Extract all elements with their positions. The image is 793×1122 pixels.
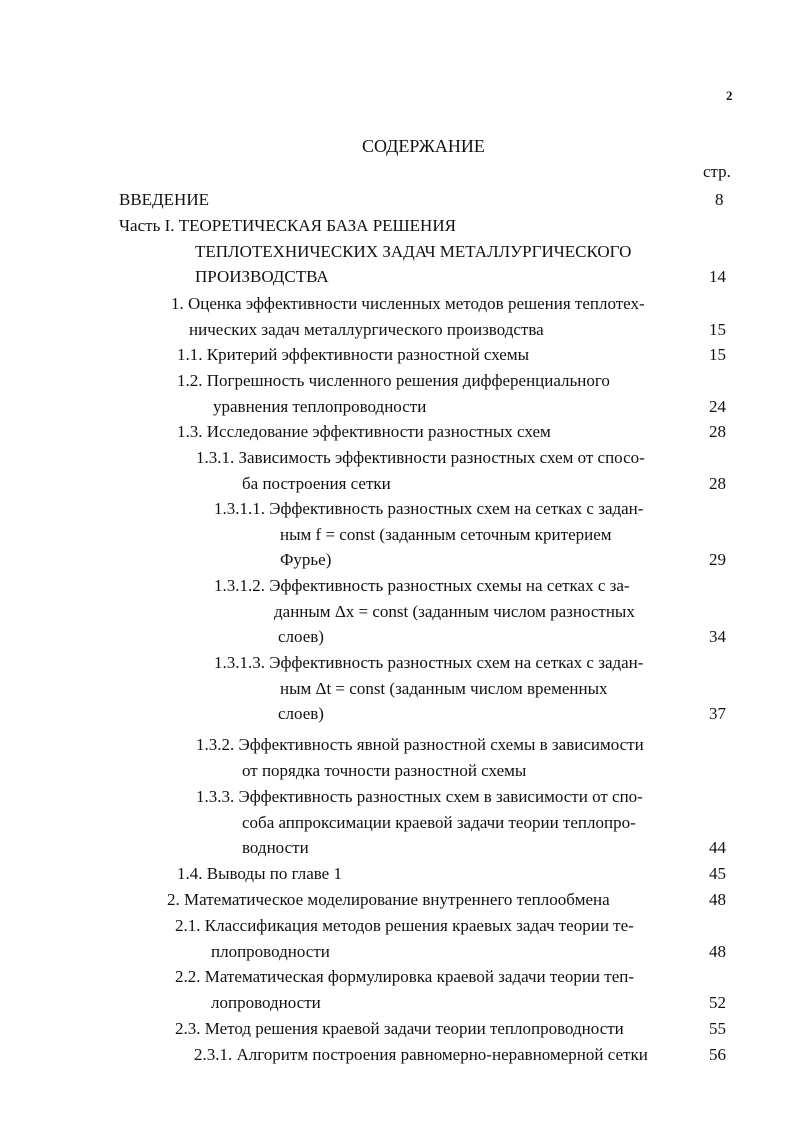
toc-entry-1-3-1[interactable] [196,445,756,496]
toc-entry-chapter-1[interactable] [171,291,761,342]
toc-entry-text: ным Δt = const (заданным числом временных [280,678,608,698]
toc-entry-text: 2.1. Классификация методов решения краевых задач теории те- [175,916,634,935]
toc-entry-chapter-2[interactable] [167,887,757,913]
toc-entry-2-1[interactable] [175,913,755,964]
toc-entry-1-3-1-2[interactable] [214,573,759,650]
toc-page-number: 34 [709,627,726,646]
toc-page-number: 44 [709,838,726,857]
toc-entry-text: 1.3.1.2. Эффективность разностных схемы на сетках с за- [214,576,630,595]
toc-page-number: 29 [709,550,726,569]
toc-entry-1-3[interactable] [177,419,757,445]
toc-entry-text: нических задач металлургического производства [189,319,544,339]
toc-page-number: 14 [709,267,726,286]
toc-entry-text: лопроводности [211,992,321,1012]
toc-entry-introduction[interactable] [119,187,759,213]
toc-entry-text: водности [242,838,309,858]
toc-entry-1-2[interactable] [177,368,757,419]
toc-entry-text: ТЕПЛОТЕХНИЧЕСКИХ ЗАДАЧ МЕТАЛЛУРГИЧЕСКОГО [195,241,632,261]
toc-entry-text: 1.3.1.1. Эффективность разностных схем на сетках с задан- [214,499,644,518]
toc-entry-text: данным Δx = const (заданным числом разностных [274,601,635,621]
toc-entry-text: от порядка точности разностной схемы [242,760,527,780]
page-column-header: стр. [703,162,731,181]
toc-entry-1-3-3[interactable] [196,784,756,861]
toc-page-number: 28 [709,474,726,493]
toc-entry-text: Фурье) [280,550,332,570]
toc-page-number: 48 [709,942,726,961]
toc-entry-text: ВВЕДЕНИЕ [119,190,209,209]
toc-entry-2-3-1[interactable] [194,1042,754,1068]
page-number: 2 [726,88,733,103]
toc-page-number: 15 [709,320,726,339]
toc-entry-part-1[interactable] [119,213,759,290]
toc-entry-text: 2.3.1. Алгоритм построения равномерно-неравномерной сетки [194,1045,648,1064]
toc-entry-text: соба аппроксимации краевой задачи теории теплопро- [242,812,636,832]
page-title: СОДЕРЖАНИЕ [362,136,485,156]
toc-page-number: 56 [709,1045,726,1064]
toc-page-number: 24 [709,397,726,416]
toc-entry-1-4[interactable] [177,861,757,887]
toc-page-number: 52 [709,993,726,1012]
toc-entry-text: Часть I. ТЕОРЕТИЧЕСКАЯ БАЗА РЕШЕНИЯ [119,216,456,235]
toc-entry-text: 1.3.1. Зависимость эффективности разностных схем от спосо- [196,448,645,467]
toc-entry-text: уравнения теплопроводности [213,396,427,416]
toc-page-number: 55 [709,1019,726,1038]
toc-entry-text: 1.3.1.3. Эффективность разностных схем на сетках с задан- [214,653,644,672]
toc-entry-1-3-2[interactable] [196,732,756,783]
toc-entry-text: 2. Математическое моделирование внутреннего теплообмена [167,890,610,909]
toc-entry-text: 1.3.3. Эффективность разностных схем в зависимости от спо- [196,787,643,806]
toc-page-number: 37 [709,704,726,723]
toc-entry-text: 2.2. Математическая формулировка краевой задачи теории теп- [175,967,635,986]
toc-entry-text: 2.3. Метод решения краевой задачи теории теплопроводности [175,1019,624,1038]
toc-page-number: 8 [715,190,724,209]
toc-page-number: 45 [709,864,726,883]
toc-entry-text: плопроводности [211,941,330,961]
toc-entry-1-3-1-3[interactable] [214,650,759,727]
toc-entry-text: 1.2. Погрешность численного решения дифференциального [177,371,610,390]
toc-entry-text: 1. Оценка эффективности численных методов решения теплотех- [171,294,645,313]
toc-entry-text: ПРОИЗВОДСТВА [195,267,329,287]
toc-page-number: 15 [709,345,726,364]
toc-entry-text: ба построения сетки [242,473,391,493]
toc-entry-text: 1.3.2. Эффективность явной разностной схемы в зависимости [196,735,644,754]
toc-entry-1-1[interactable] [177,342,757,368]
toc-entry-text: 1.4. Выводы по главе 1 [177,864,342,883]
toc-entry-text: ным f = const (заданным сеточным критерием [280,524,612,544]
toc-entry-2-2[interactable] [175,964,755,1015]
toc-entry-text: 1.3. Исследование эффективности разностных схем [177,422,551,441]
toc-page-number: 48 [709,890,726,909]
toc-entry-text: слоев) [278,704,324,724]
toc-entry-2-3[interactable] [175,1016,755,1042]
toc-page-number: 28 [709,422,726,441]
toc-entry-1-3-1-1[interactable] [214,496,759,573]
toc-entry-text: слоев) [278,627,324,647]
toc-entry-text: 1.1. Критерий эффективности разностной схемы [177,345,530,364]
